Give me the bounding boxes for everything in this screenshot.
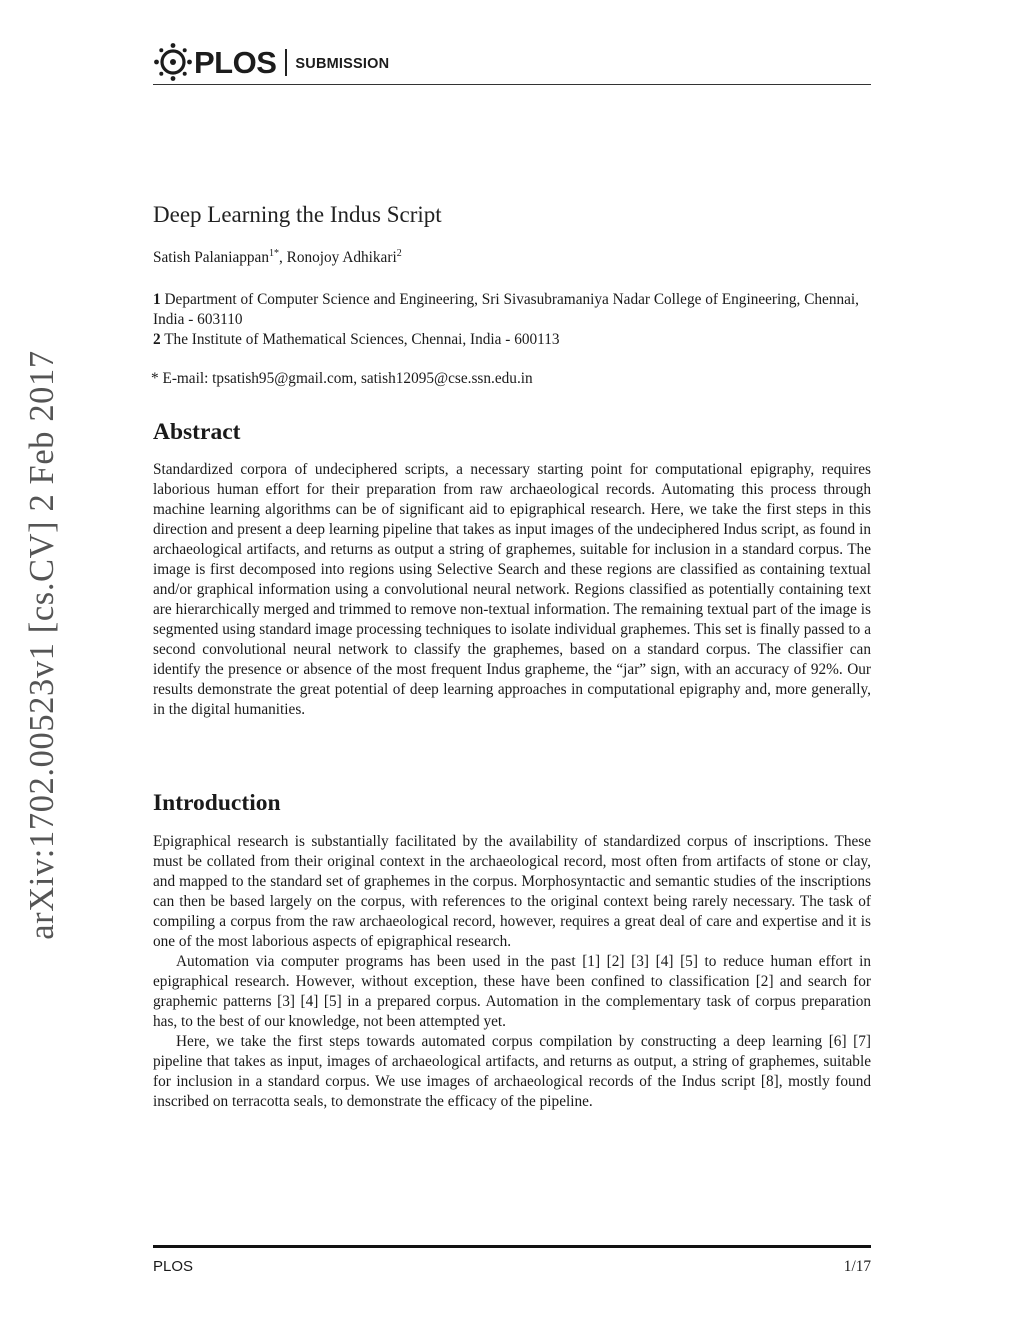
footer-rule bbox=[153, 1245, 871, 1248]
author-list bbox=[153, 249, 402, 267]
introduction-paragraph: Automation via computer programs has been used in the past [1] [2] [3] [4] [5] to reduce human effort in epigraphical research. However, without exception, these have been confined to classification [2] and search for graphemic patterns [3] [4] [5] in a prepared corpus. Automation in the complementary task of corpus preparation has, to the best of our knowledge, not been attempted yet. bbox=[153, 953, 871, 1030]
affiliation-item bbox=[153, 290, 871, 330]
affiliation-item bbox=[153, 330, 871, 350]
affiliation-number: 2 bbox=[153, 331, 161, 348]
affiliation-number: 1 bbox=[153, 291, 161, 308]
plos-logo bbox=[153, 43, 389, 81]
introduction-heading: Introduction bbox=[153, 790, 281, 816]
page-number: 1/17 bbox=[843, 1258, 871, 1275]
affiliations bbox=[153, 290, 871, 350]
introduction-body bbox=[153, 832, 871, 1112]
introduction-paragraph: Here, we take the first steps towards automated corpus compilation by constructing a deep learning [6] [7] pipeline that takes as input, images of archaeological artifacts, and returns as output, a string of graphemes, suitable for inclusion in a standard corpus. We use images of archaeological records of the Indus script [8], mostly found inscribed on terracotta seals, to demonstrate the efficacy of the pipeline. bbox=[153, 1033, 871, 1110]
author-name: Satish Palaniappan bbox=[153, 249, 269, 266]
paper-title: Deep Learning the Indus Script bbox=[153, 202, 442, 227]
abstract-body: Standardized corpora of undeciphered scripts, a necessary starting point for computational epigraphy, requires laborious human effort for their preparation from raw archaeological records. Automating this process through machine learning algorithms can be of significant aid to epigraphical research. Here, we take the first steps in this direction and present a deep learning pipeline that takes as input images of the undeciphered Indus script, as found in archaeological artifacts, and returns as output a string of graphemes, suitable for inclusion in a standard corpus. The image is first decomposed into regions using Selective Search and these regions are classified as containing textual and/or graphical information using a convolutional neural network. Regions classified as potentially containing text are hierarchically merged and trimmed to remove non-textual information. The remaining textual part of the image is segmented using standard image processing techniques to isolate individual graphemes. This set is finally passed to a second convolutional neural network to classify the graphemes, based on a standard corpus. The classifier can identify the presence or absence of the most frequent Indus grapheme, the “jar” sign, with an accuracy of 92%. Our results demonstrate the great potential of deep learning approaches in computational epigraphy and, more generally, in the digital humanities. bbox=[153, 461, 871, 718]
author-affiliation-mark: 2 bbox=[396, 247, 402, 259]
correspondence-email: * E-mail: tpsatish95@gmail.com, satish12095@cse.ssn.edu.in bbox=[151, 370, 533, 387]
introduction-paragraph: Epigraphical research is substantially facilitated by the availability of standardized corpus of inscriptions. These must be collated from their original context in the archaeological record, most often from artifacts of stone or clay, and mapped to the standard set of graphemes in the corpus. Morphosyntactic and semantic studies of the inscriptions can then be based largely on the corpus, with references to the original context being rarely necessary. The task of compiling a corpus from the raw archaeological record, however, requires a great deal of care and expertise and it is one of the most laborious aspects of epigraphical research. bbox=[153, 833, 871, 950]
author-affiliation-mark: 1* bbox=[268, 247, 279, 259]
plos-logo-icon bbox=[153, 42, 193, 82]
header-rule bbox=[153, 84, 871, 85]
logo-divider bbox=[285, 49, 287, 76]
author-separator: , bbox=[278, 249, 287, 266]
submission-label: SUBMISSION bbox=[295, 55, 390, 72]
footer-journal: PLOS bbox=[153, 1258, 194, 1275]
affiliation-text: The Institute of Mathematical Sciences, Chennai, India - 600113 bbox=[160, 331, 560, 348]
arxiv-stamp: arXiv:1702.00523v1 [cs.CV] 2 Feb 2017 bbox=[22, 350, 61, 940]
affiliation-text: Department of Computer Science and Engineering, Sri Sivasubramaniya Nadar College of Engineering, Chennai, India - 603110 bbox=[153, 291, 860, 328]
plos-logo-text: PLOS bbox=[194, 44, 277, 80]
page-header bbox=[153, 40, 871, 86]
author-name: Ronojoy Adhikari bbox=[286, 249, 397, 266]
abstract-heading: Abstract bbox=[153, 419, 241, 445]
